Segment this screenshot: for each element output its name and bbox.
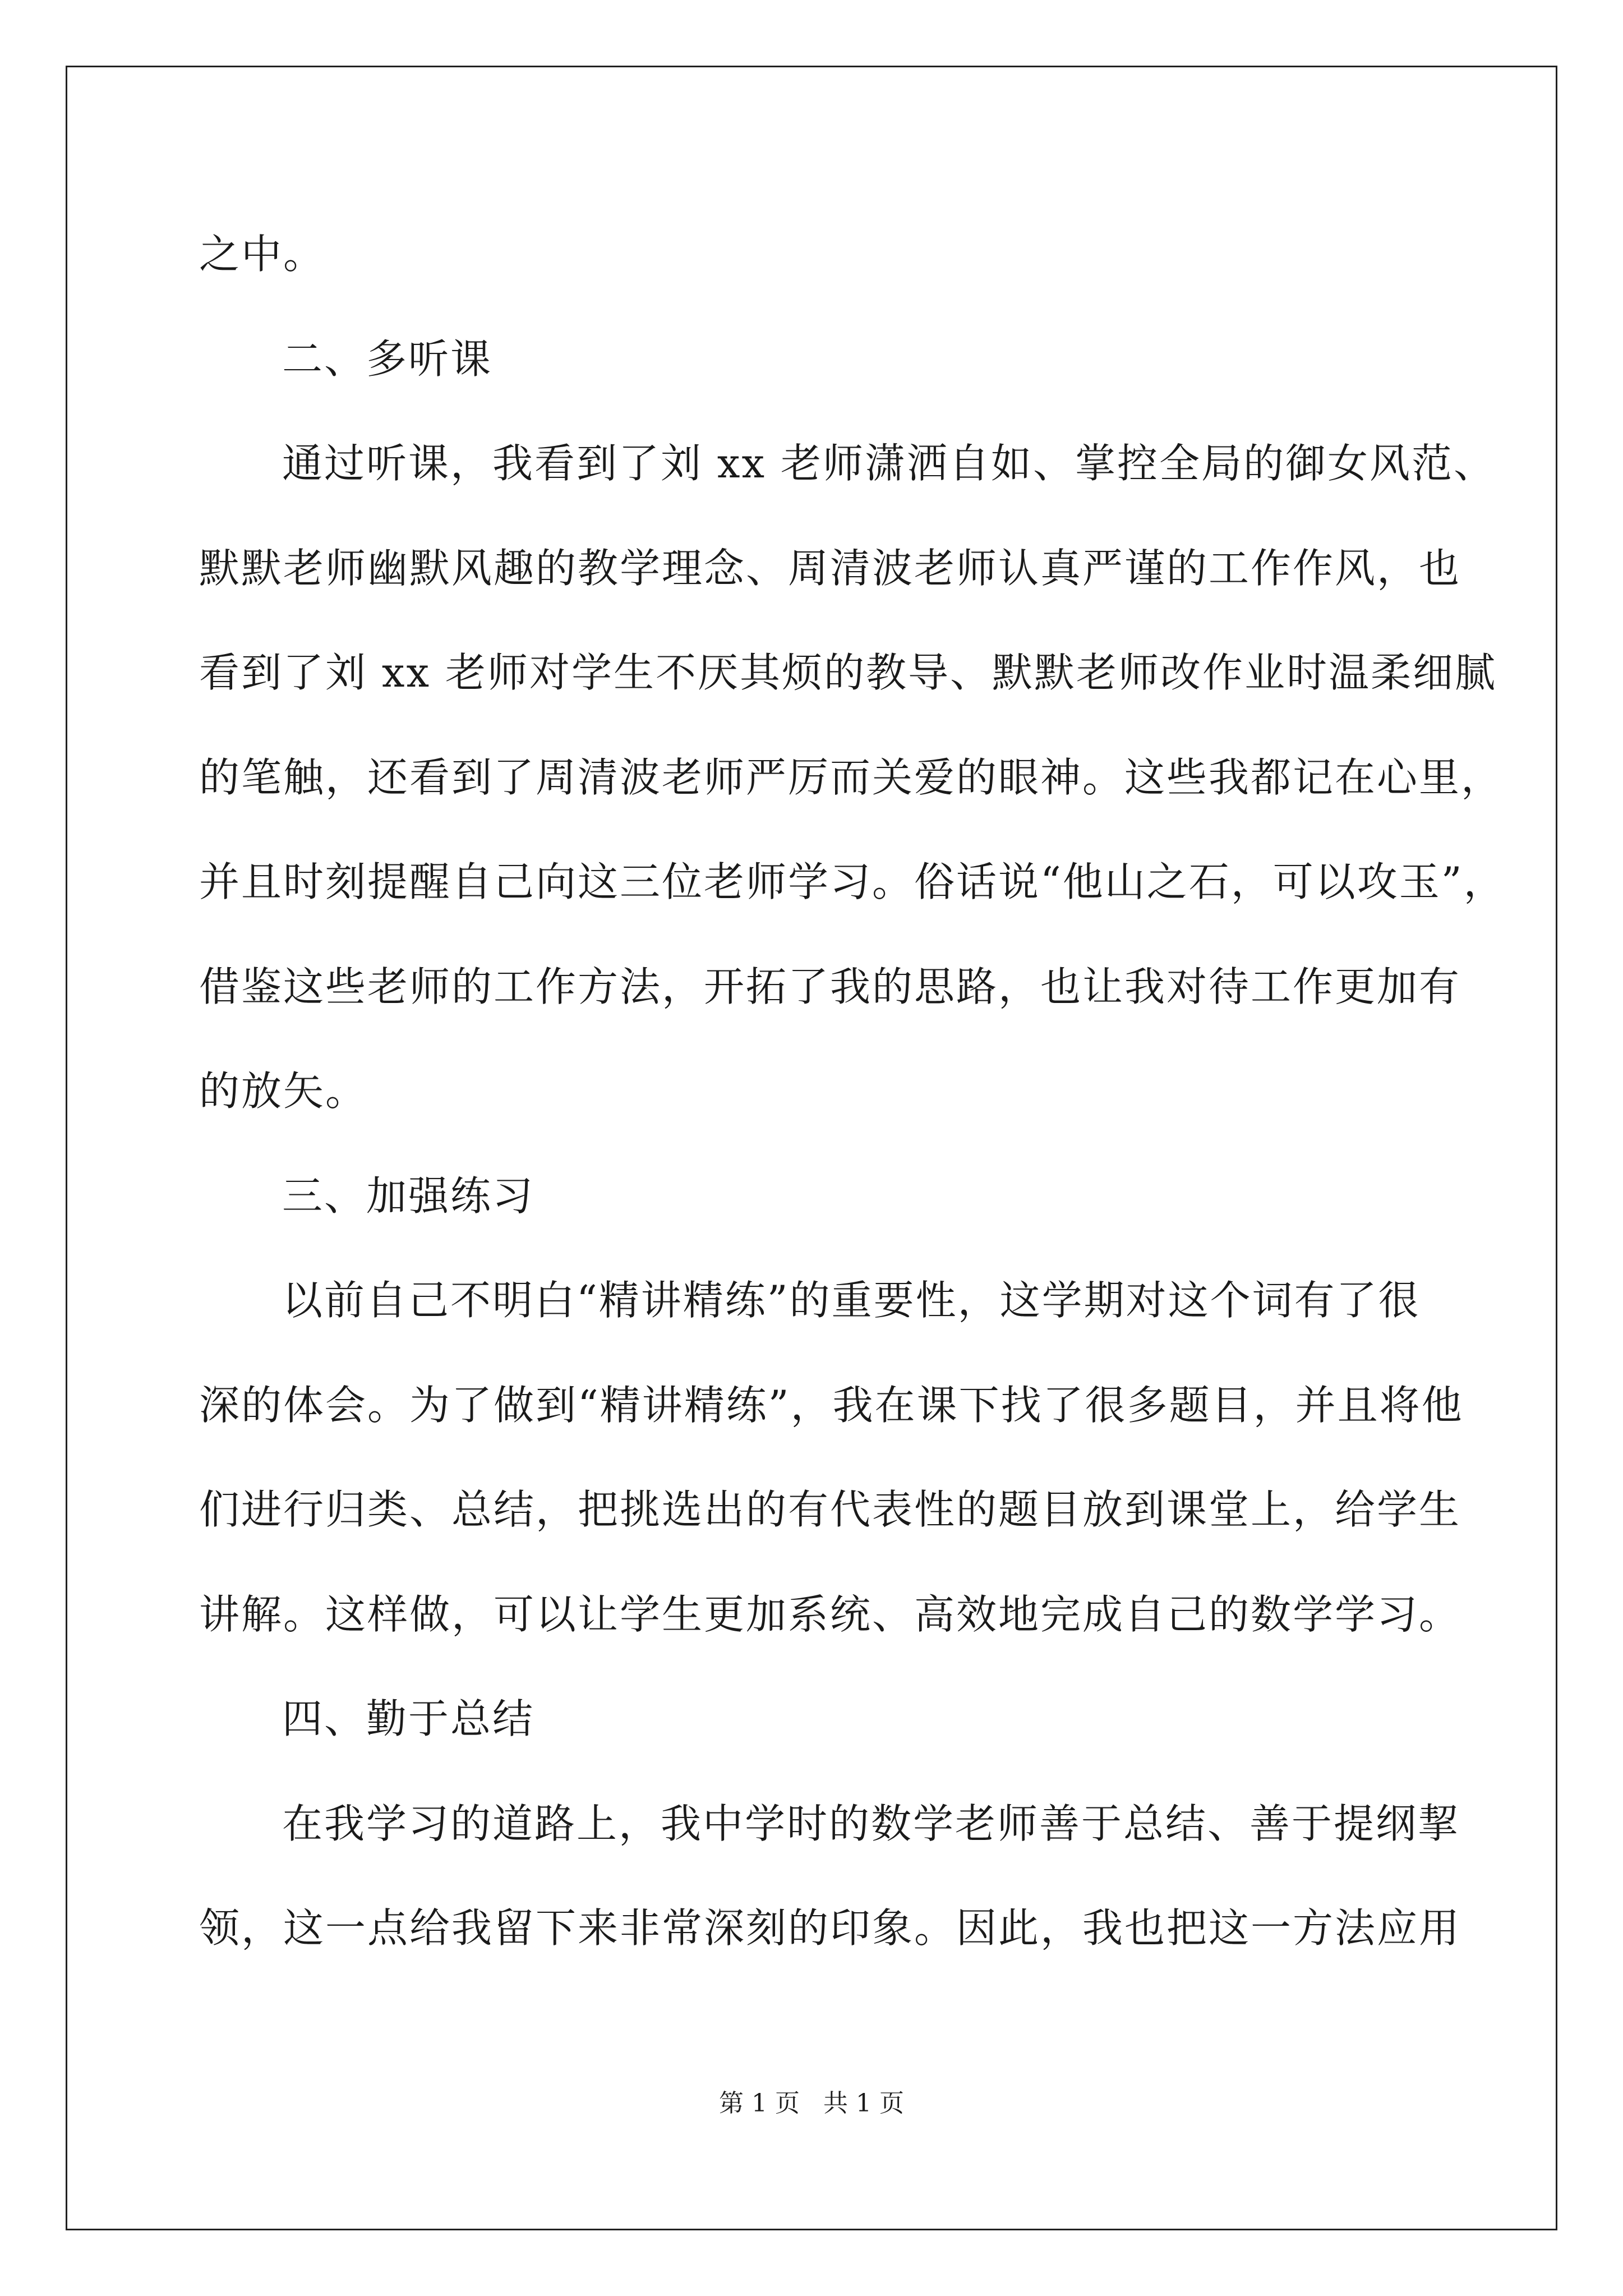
paragraph-line: 领，这一点给我留下来非常深刻的印象。因此，我也把这一方法应用: [199, 1904, 1461, 1952]
paragraph-line: 深的体会。为了做到“精讲精练”，我在课下找了很多题目，并且将他: [199, 1381, 1464, 1429]
section-heading: 二、多听课: [282, 335, 493, 383]
page-number-footer: 第 1 页 共 1 页: [719, 2089, 904, 2118]
section-heading: 三、加强练习: [282, 1172, 535, 1220]
paragraph-line: 默默老师幽默风趣的教学理念、周清波老师认真严谨的工作作风，也: [199, 544, 1461, 592]
paragraph-line: 的放矢。: [199, 1068, 368, 1115]
document-body: [199, 202, 1506, 1981]
paragraph-line: 讲解。这样做，可以让学生更加系统、高效地完成自己的数学学习。: [199, 1590, 1461, 1638]
paragraph-line: 的笔触，还看到了周清波老师严厉而关爱的眼神。这些我都记在心里，: [199, 753, 1504, 801]
paragraph-line: 看到了刘 xx 老师对学生不厌其烦的教导、默默老师改作业时温柔细腻: [199, 649, 1497, 696]
paragraph-line: 通过听课，我看到了刘 xx 老师潇洒自如、掌控全局的御女风范、: [282, 440, 1496, 487]
paragraph-line: 借鉴这些老师的工作方法，开拓了我的思路，也让我对待工作更加有: [199, 963, 1461, 1010]
section-heading: 四、勤于总结: [282, 1695, 535, 1742]
paragraph-line: 们进行归类、总结，把挑选出的有代表性的题目放到课堂上，给学生: [199, 1486, 1461, 1533]
paragraph-line: 并且时刻提醒自己向这三位老师学习。俗话说“他山之石，可以攻玉”，: [199, 858, 1506, 905]
paragraph-line: 以前自己不明白“精讲精练”的重要性，这学期对这个词有了很: [282, 1277, 1421, 1324]
paragraph-line: 在我学习的道路上，我中学时的数学老师善于总结、善于提纲挈: [282, 1800, 1460, 1847]
text-line: 之中。: [199, 231, 326, 278]
